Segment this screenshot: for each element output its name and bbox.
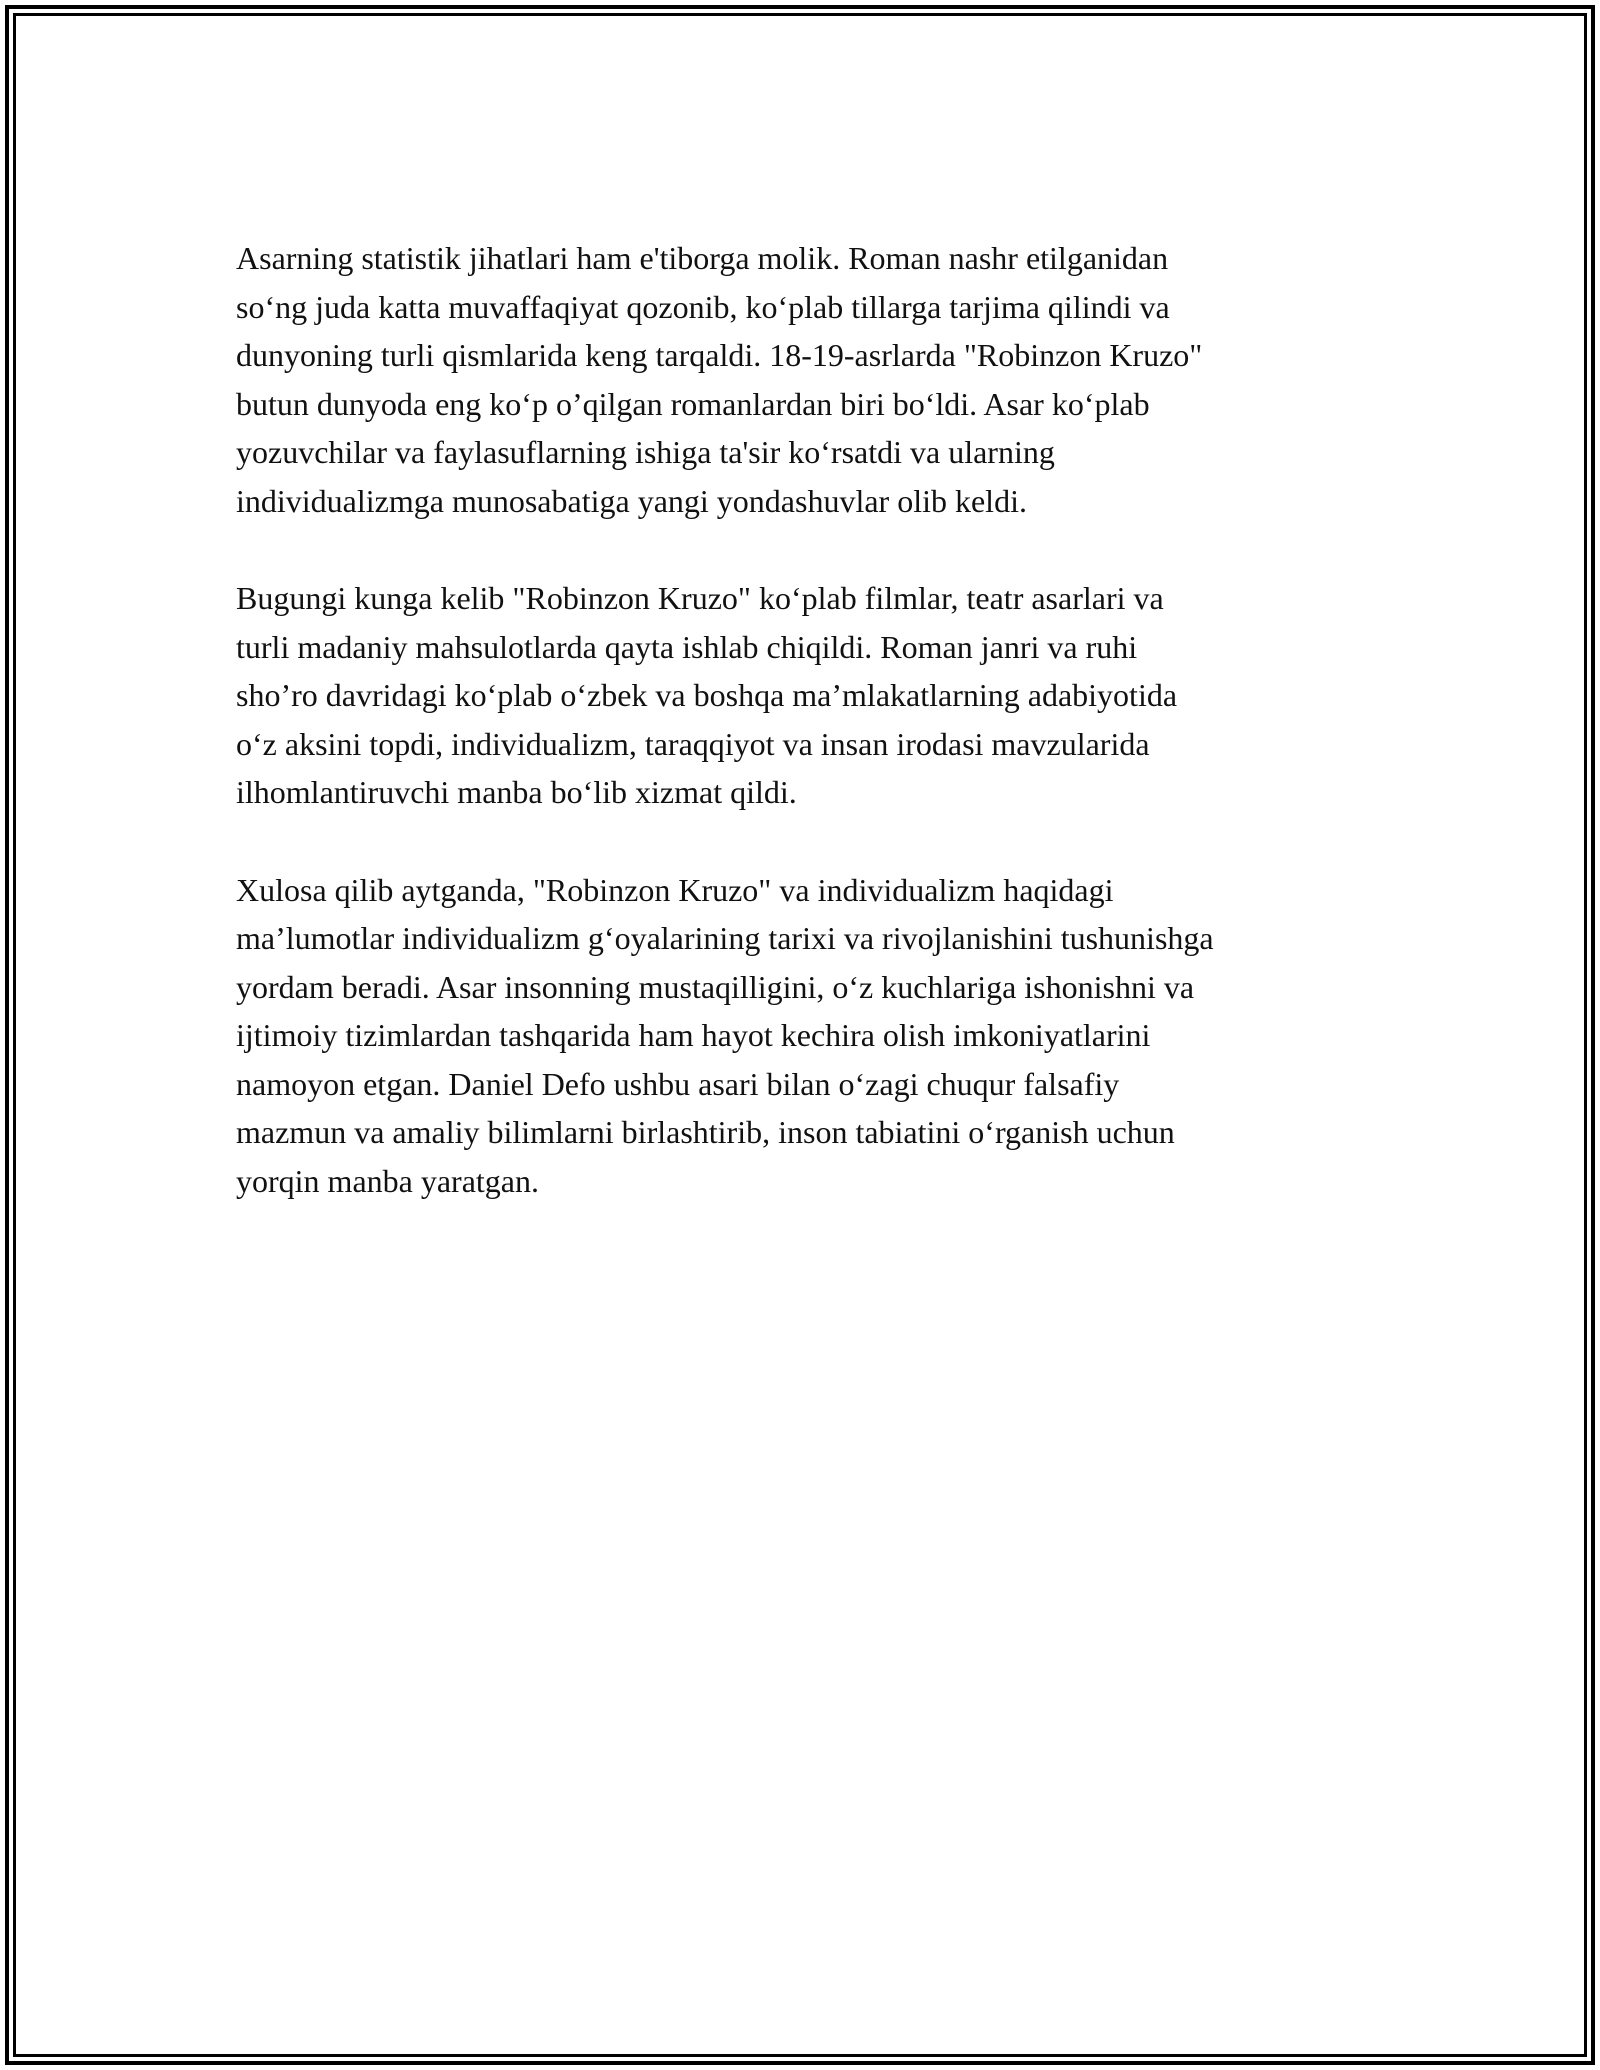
text-line: mazmun va amaliy bilimlarni birlashtirib, inson tabiatini o‘rganish uchun [236, 1114, 1175, 1150]
text-line: individualizmga munosabatiga yangi yondashuvlar olib keldi. [236, 482, 1027, 519]
paragraph-adaptations [236, 574, 1366, 817]
text-line: ma’lumotlar individualizm g‘oyalarining tarixi va rivojlanishini tushunishga [236, 920, 1214, 956]
text-line: ilhomlantiruvchi manba bo‘lib xizmat qildi. [236, 774, 797, 810]
text-line: Asarning statistik jihatlari ham e'tiborga molik. Roman nashr etilganidan [236, 240, 1169, 276]
text-line: so‘ng juda katta muvaffaqiyat qozonib, ko‘plab tillarga tarjima qilindi va [236, 288, 1170, 325]
document-body [236, 234, 1366, 1254]
text-line: butun dunyoda eng ko‘p o’qilgan romanlardan biri bo‘ldi. Asar ko‘plab [236, 385, 1150, 422]
text-line: Xulosa qilib aytganda, "Robinzon Kruzo" va individualizm haqidagi [236, 871, 1114, 908]
text-line: dunyoning turli qismlarida keng tarqaldi. 18-19-asrlarda "Robinzon Kruzo" [236, 337, 1203, 373]
text-line: namoyon etgan. Daniel Defo ushbu asari bilan o‘zagi chuqur falsafiy [236, 1065, 1120, 1102]
text-line: o‘z aksini topdi, individualizm, taraqqiyot va insan irodasi mavzularida [236, 725, 1150, 762]
text-line: Bugungi kunga kelib "Robinzon Kruzo" ko‘plab filmlar, teatr asarlari va [236, 580, 1164, 616]
text-line: yozuvchilar va faylasuflarning ishiga ta'sir ko‘rsatdi va ularning [236, 434, 1055, 470]
text-line: yordam beradi. Asar insonning mustaqilligini, o‘z kuchlariga ishonishni va [236, 968, 1195, 1005]
text-line: sho’ro davridagi ko‘plab o‘zbek va boshqa ma’mlakatlarning adabiyotida [236, 677, 1178, 713]
text-line: ijtimoiy tizimlardan tashqarida ham hayot kechira olish imkoniyatlarini [236, 1017, 1151, 1053]
paragraph-statistics [236, 234, 1366, 525]
text-line: yorqin manba yaratgan. [236, 1162, 539, 1199]
paragraph-conclusion [236, 866, 1366, 1206]
text-line: turli madaniy mahsulotlarda qayta ishlab chiqildi. Roman janri va ruhi [236, 628, 1138, 665]
